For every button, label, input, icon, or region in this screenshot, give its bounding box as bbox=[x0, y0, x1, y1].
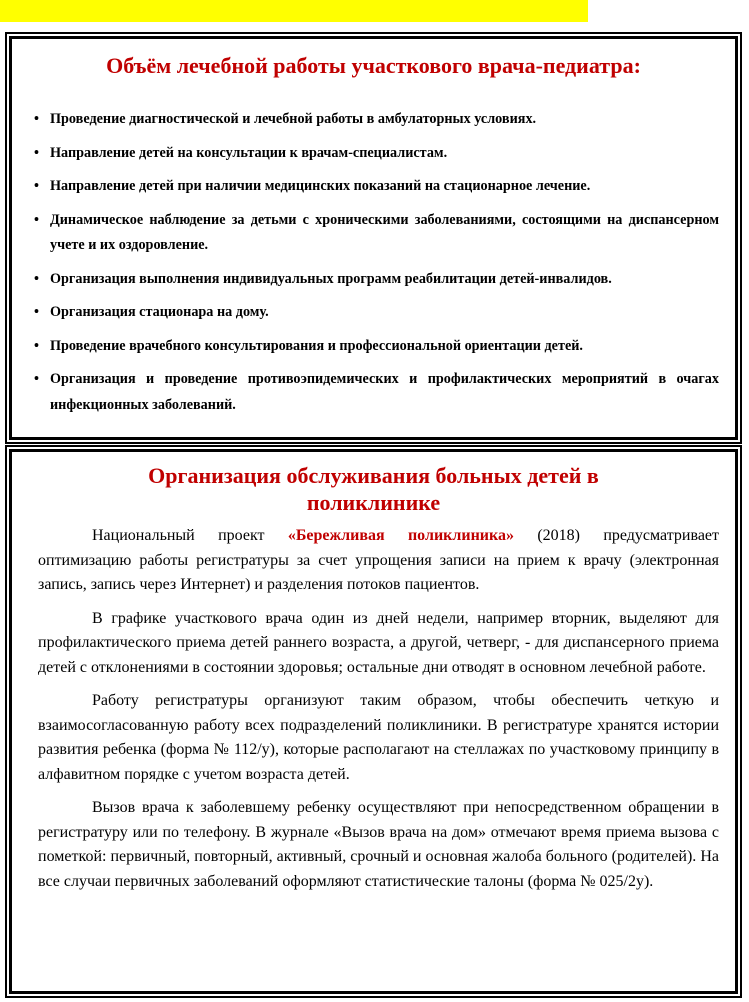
list-item: • Проведение врачебного консультирования и профессиональной ориентации детей. bbox=[34, 334, 719, 360]
slide-polyclinic-service bbox=[9, 449, 738, 994]
paragraph bbox=[38, 524, 719, 598]
list-item: • Динамическое наблюдение за детьми с хроническими заболеваниями, состоящими на диспансерном учете и их оздоровление. bbox=[34, 208, 719, 259]
slide-pediatrician-workload bbox=[9, 36, 738, 440]
paragraph: Работу регистратуры организуют таким образом, чтобы обеспечить четкую и взаимосогласованную работу всех подразделений поликлиники. В регистратуре хранятся истории развития ребенка (форма № 112/у), которые располагают на стеллажах по участковому принципу в алфавитном порядке с учетом возраста детей. bbox=[38, 692, 719, 783]
paragraph: В графике участкового врача один из дней недели, например вторник, выделяют для профилактического приема детей раннего возраста, а другой, четверг, - для диспансерного приема детей с отклонениями в состоянии здоровья; остальные дни отводят в основном лечебной работе. bbox=[38, 609, 719, 676]
paragraph-text: Национальный проект bbox=[92, 527, 288, 544]
list-item: • Проведение диагностической и лечебной работы в амбулаторных условиях. bbox=[34, 107, 719, 133]
list-item: • Направление детей на консультации к врачам-специалистам. bbox=[34, 141, 719, 167]
paragraph-text: (2018) предусматривает оптимизацию работы регистратуры за счет упрощения записи на прием к врачу (электронная запись, запись через Интернет) и разделения потоков пациентов. bbox=[38, 527, 720, 593]
list-item: • Направление детей при наличии медицинских показаний на стационарное лечение. bbox=[34, 174, 719, 200]
bullet-list bbox=[12, 107, 735, 418]
list-item: • Организация и проведение противоэпидемических и профилактических мероприятий в очагах инфекционных заболеваний. bbox=[34, 367, 719, 418]
slide-title: Объём лечебной работы участкового врача-педиатра: bbox=[106, 53, 641, 78]
body-text bbox=[12, 524, 735, 894]
list-item: • Организация стационара на дому. bbox=[34, 300, 719, 326]
yellow-highlight-bar bbox=[0, 0, 588, 22]
project-name-highlight: «Бережливая поликлиника» bbox=[287, 527, 514, 544]
paragraph: Вызов врача к заболевшему ребенку осуществляют при непосредственном обращении в регистратуру или по телефону. В журнале «Вызов врача на дом» отмечают время приема вызова с пометкой: первичный, повторный, активный, срочный и основная жалоба больного (родителей). На все случаи первичных заболеваний оформляют статистические талоны (форма № 025/2у). bbox=[38, 799, 719, 890]
list-item: • Организация выполнения индивидуальных программ реабилитации детей-инвалидов. bbox=[34, 267, 719, 293]
slide-title: Организация обслуживания больных детей в поликлинике bbox=[148, 463, 599, 515]
